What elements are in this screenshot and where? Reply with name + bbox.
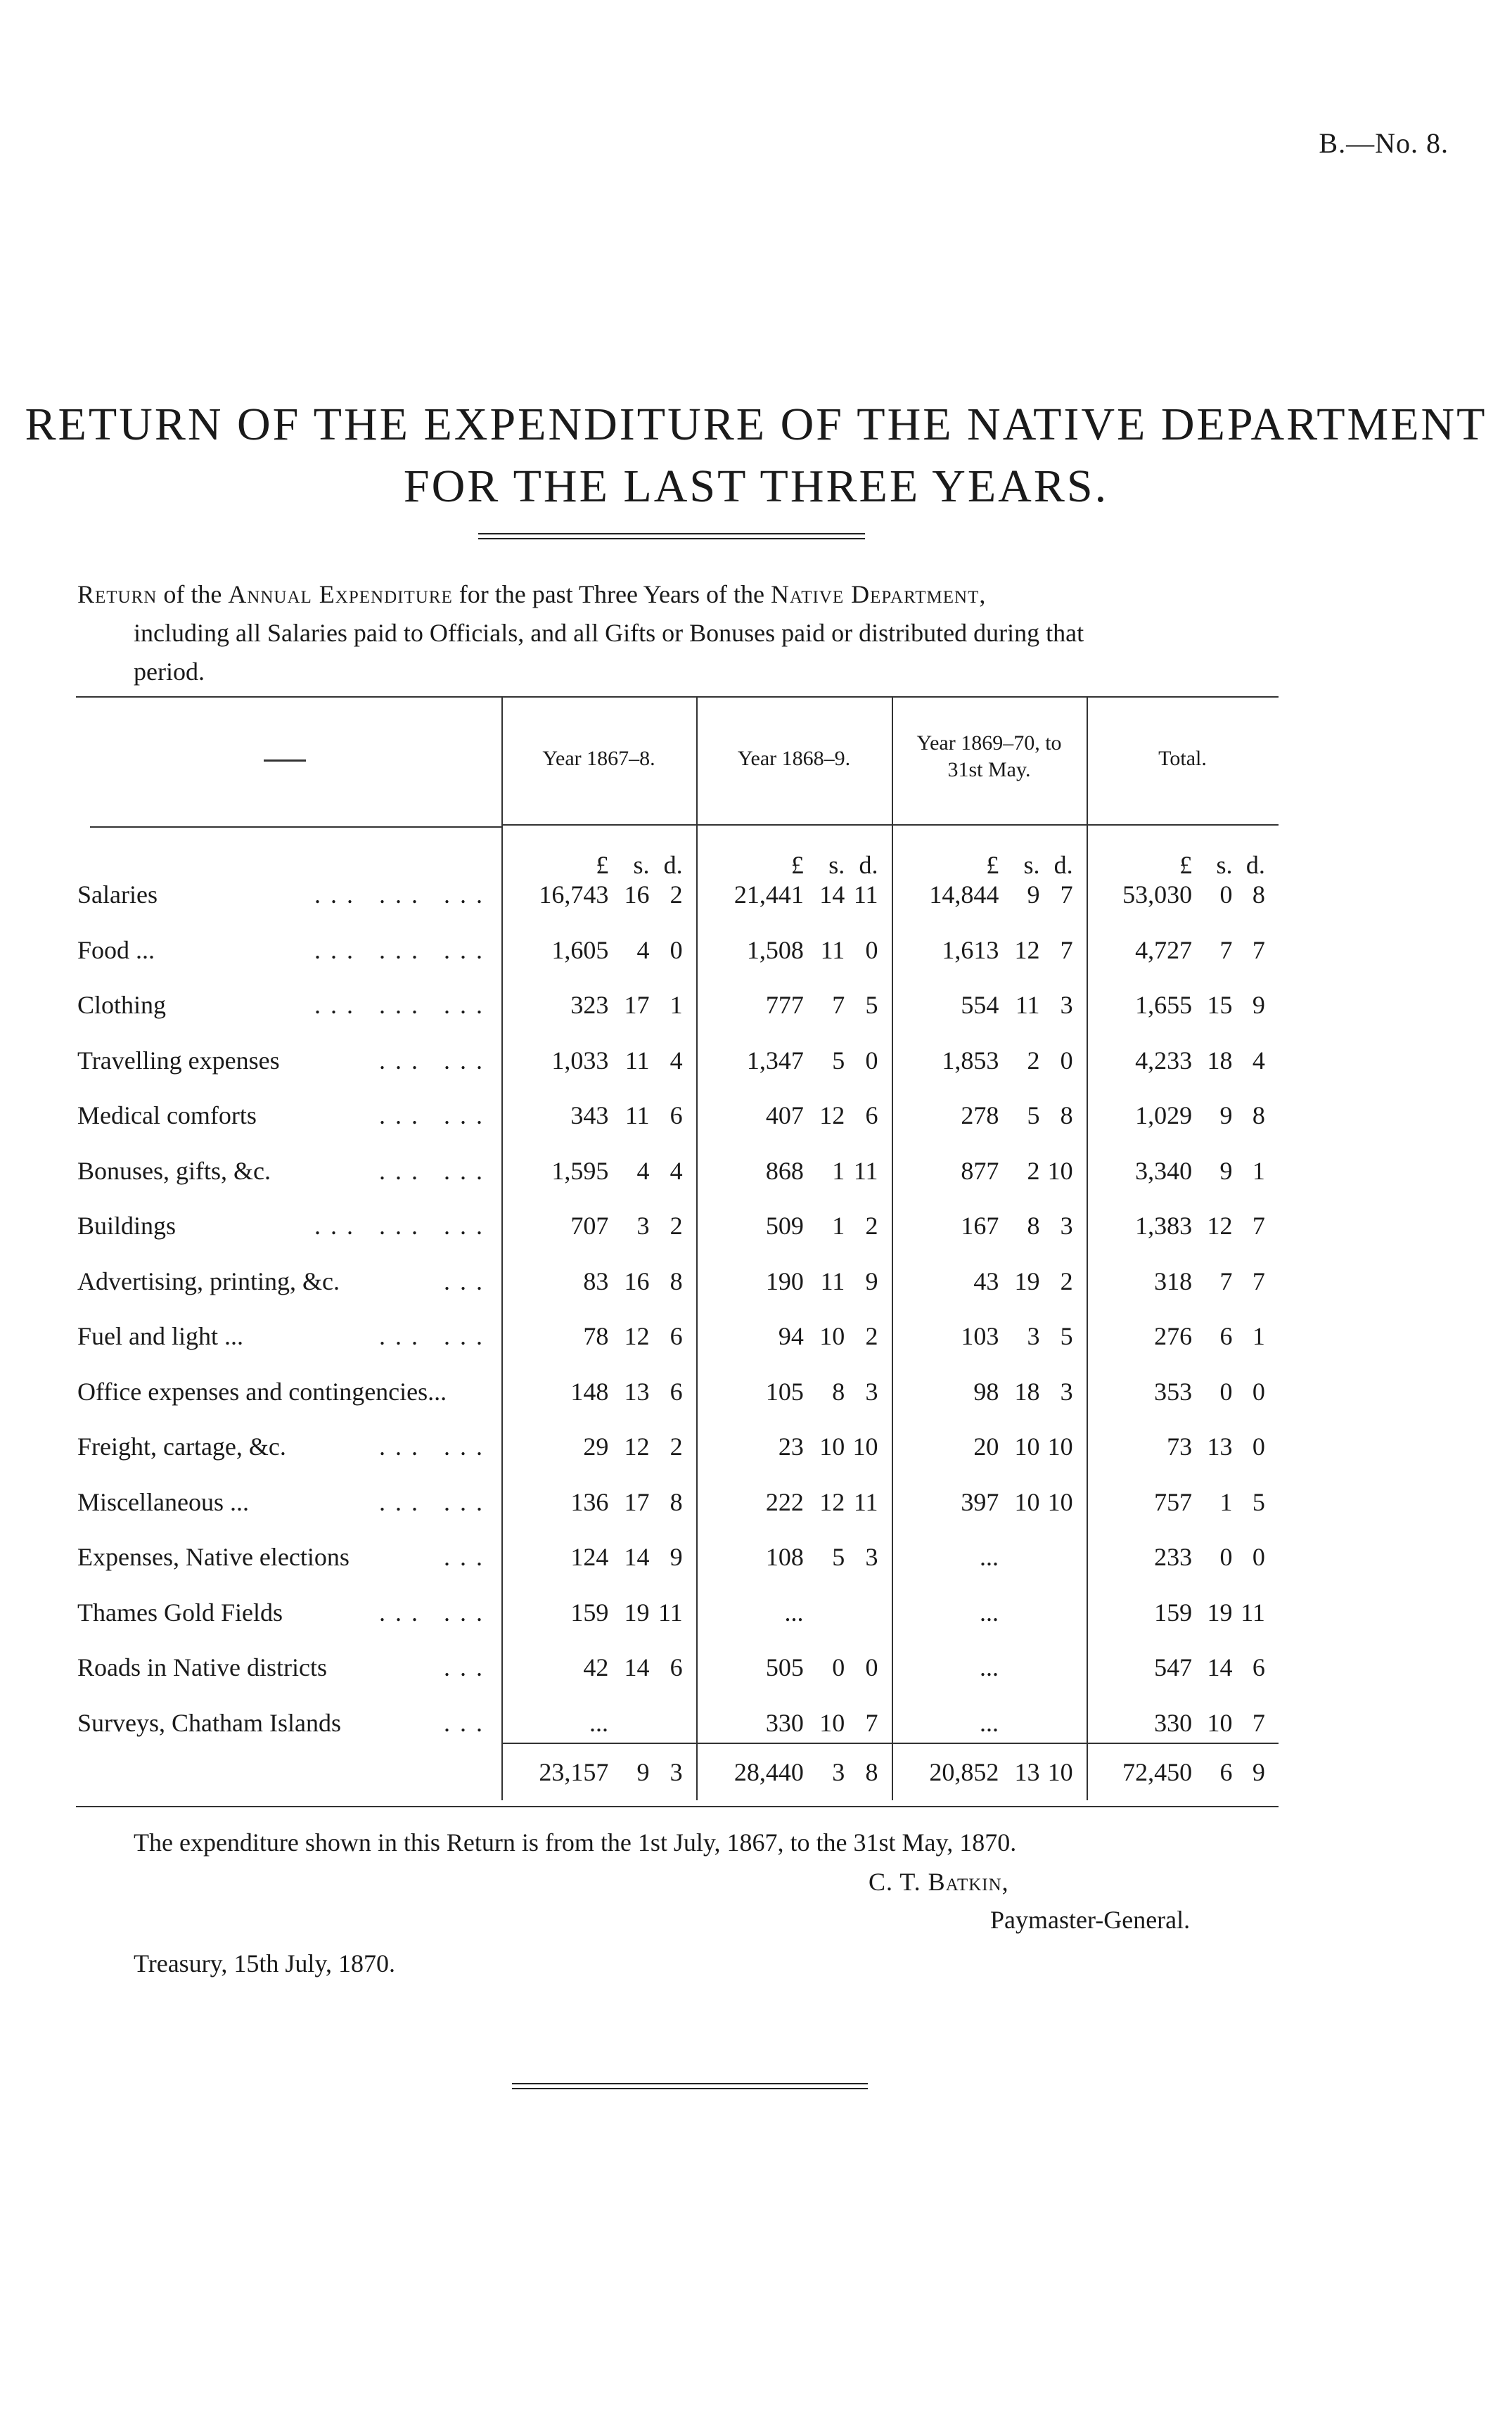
shillings-value: 3 <box>1027 1322 1040 1350</box>
pence-value: 5 <box>865 991 878 1019</box>
pence-value: 0 <box>1252 1543 1265 1571</box>
row-label: Bonuses, gifts, &c. <box>77 1156 271 1185</box>
shillings-value: 9 <box>1219 1156 1233 1185</box>
pence-value: 4 <box>669 1046 683 1075</box>
pence-value: 2 <box>669 1212 683 1240</box>
pounds-value: 14,844 <box>929 880 999 909</box>
pence-value: 0 <box>865 1046 878 1075</box>
pence-value: 0 <box>865 1653 878 1681</box>
shillings-value: 19 <box>624 1598 650 1627</box>
pounds-value: 20 <box>973 1432 999 1461</box>
pence-value: 3 <box>1060 1212 1073 1240</box>
shillings-value: 13 <box>624 1377 650 1406</box>
pence-value: 8 <box>1252 1101 1265 1129</box>
pounds-value: 3,340 <box>1135 1156 1193 1185</box>
shillings-value: 11 <box>624 1101 650 1129</box>
total-pence: 8 <box>865 1758 878 1786</box>
pounds-value: 877 <box>961 1156 999 1185</box>
pence-value: 10 <box>1047 1432 1073 1461</box>
pence-value: 3 <box>1060 1377 1073 1406</box>
pence-value: 2 <box>1060 1267 1073 1295</box>
pence-value: 7 <box>1252 1708 1265 1737</box>
pence-value: 1 <box>1252 1322 1265 1350</box>
pounds-value: 124 <box>570 1543 609 1571</box>
pence-value: 0 <box>1252 1377 1265 1406</box>
total-rule <box>501 1743 1279 1744</box>
shillings-value: 10 <box>1207 1708 1233 1737</box>
shillings-value: 15 <box>1207 991 1233 1019</box>
pounds-value: 233 <box>1154 1543 1193 1571</box>
pence-value: 11 <box>853 1487 878 1516</box>
intro-line-2: including all Salaries paid to Officials, and all Gifts or Bonuses paid or distributed during that <box>134 619 1084 647</box>
intro-paragraph <box>77 575 1287 691</box>
pounds-value: 868 <box>765 1156 804 1185</box>
shillings-value: 19 <box>1014 1267 1040 1295</box>
pounds-value: 53,030 <box>1122 880 1193 909</box>
row-label: Clothing <box>77 991 167 1019</box>
pounds-value: 1,029 <box>1135 1101 1193 1129</box>
row-label: Miscellaneous ... <box>77 1487 249 1516</box>
shillings-value: 18 <box>1014 1377 1040 1406</box>
pounds-value: 21,441 <box>733 880 804 909</box>
pence-value: 8 <box>669 1487 683 1516</box>
pence-value: 7 <box>1252 1212 1265 1240</box>
shillings-value: 12 <box>624 1322 650 1350</box>
table-vline-1 <box>501 696 503 1800</box>
shillings-value: 0 <box>1219 1543 1233 1571</box>
shillings-value: 13 <box>1207 1432 1233 1461</box>
document-title <box>0 394 1512 518</box>
shillings-value: 8 <box>1027 1212 1040 1240</box>
table-bottom-rule <box>76 1806 1279 1807</box>
pounds-value: 43 <box>973 1267 999 1295</box>
table-vline-3 <box>892 696 893 1800</box>
shillings-value: 9 <box>1027 880 1040 909</box>
row-label: Salaries <box>77 880 158 909</box>
leader-dots: ... ... <box>379 1487 492 1516</box>
shillings-value: 12 <box>819 1101 845 1129</box>
total-pounds: 20,852 <box>929 1758 999 1786</box>
shillings-value: 1 <box>1219 1487 1233 1516</box>
pence-value: 0 <box>1252 1432 1265 1461</box>
shillings-value: 0 <box>832 1653 845 1681</box>
shillings-value: 11 <box>1015 991 1040 1019</box>
pounds-value: 83 <box>583 1267 609 1295</box>
pounds-value: 353 <box>1154 1377 1193 1406</box>
empty-cell-dots: ... <box>589 1708 608 1737</box>
leader-dots: ... <box>444 1267 492 1295</box>
shillings-value: 10 <box>819 1322 845 1350</box>
shillings-value: 14 <box>624 1653 650 1681</box>
total-pounds: 23,157 <box>539 1758 609 1786</box>
pence-value: 2 <box>669 880 683 909</box>
pounds-value: 777 <box>765 991 804 1019</box>
row-label: Office expenses and contingencies... <box>77 1377 447 1406</box>
place-and-date: Treasury, 15th July, 1870. <box>134 1949 396 1977</box>
shillings-value: 18 <box>1207 1046 1233 1075</box>
pence-value: 2 <box>865 1212 878 1240</box>
pence-value: 7 <box>865 1708 878 1737</box>
title-line-1: RETURN OF THE EXPENDITURE OF THE NATIVE DEPARTMENT <box>25 399 1487 450</box>
leader-dots: ... ... <box>379 1432 492 1461</box>
shillings-value: 10 <box>1014 1487 1040 1516</box>
total-pence: 10 <box>1047 1758 1073 1786</box>
pence-value: 9 <box>1252 991 1265 1019</box>
row-label: Surveys, Chatham Islands <box>77 1708 341 1737</box>
pounds-value: 757 <box>1154 1487 1193 1516</box>
pence-value: 4 <box>1252 1046 1265 1075</box>
pence-value: 6 <box>669 1322 683 1350</box>
shillings-value: 10 <box>1014 1432 1040 1461</box>
pounds-value: 276 <box>1154 1322 1193 1350</box>
pounds-value: 16,743 <box>539 880 609 909</box>
pounds-value: 330 <box>1154 1708 1193 1737</box>
pence-value: 8 <box>1060 1101 1073 1129</box>
shillings-value: 0 <box>1219 1377 1233 1406</box>
total-shillings: 9 <box>636 1758 650 1786</box>
shillings-value: 5 <box>1027 1101 1040 1129</box>
pence-value: 3 <box>865 1543 878 1571</box>
shillings-value: 14 <box>1207 1653 1233 1681</box>
pounds-value: 554 <box>961 991 999 1019</box>
shillings-value: 6 <box>1219 1322 1233 1350</box>
signature-title: Paymaster-General. <box>990 1906 1191 1934</box>
empty-cell-dots: ... <box>980 1598 999 1627</box>
title-rule <box>478 533 865 539</box>
row-label: Travelling expenses <box>77 1046 280 1075</box>
pounds-value: 1,605 <box>551 935 609 964</box>
shillings-value: 2 <box>1027 1156 1040 1185</box>
leader-dots: ... ... <box>379 1046 492 1075</box>
total-shillings: 13 <box>1014 1758 1040 1786</box>
pounds-value: 343 <box>570 1101 609 1129</box>
total-pounds: 72,450 <box>1122 1758 1193 1786</box>
pounds-value: 505 <box>765 1653 804 1681</box>
pence-value: 4 <box>669 1156 683 1185</box>
pence-value: 0 <box>669 935 683 964</box>
shillings-value: 12 <box>624 1432 650 1461</box>
pence-value: 9 <box>669 1543 683 1571</box>
unit-pence: d. <box>1053 851 1073 879</box>
pounds-value: 547 <box>1154 1653 1193 1681</box>
shillings-value: 17 <box>624 991 650 1019</box>
pence-value: 6 <box>1252 1653 1265 1681</box>
row-label: Freight, cartage, &c. <box>77 1432 286 1461</box>
row-label: Thames Gold Fields <box>77 1598 283 1627</box>
closing-rule <box>512 2083 868 2089</box>
pence-value: 11 <box>1241 1598 1265 1627</box>
row-label: Buildings <box>77 1212 177 1240</box>
pounds-value: 318 <box>1154 1267 1193 1295</box>
pence-value: 7 <box>1252 935 1265 964</box>
signature-name: C. T. Batkin, <box>869 1868 1009 1896</box>
unit-shillings: s. <box>828 851 845 879</box>
pounds-value: 1,033 <box>551 1046 609 1075</box>
row-label: Advertising, printing, &c. <box>77 1267 340 1295</box>
shillings-value: 11 <box>624 1046 650 1075</box>
pounds-value: 509 <box>765 1212 804 1240</box>
row-label: Expenses, Native elections <box>77 1543 350 1571</box>
leader-dots: ... ... ... <box>314 1212 492 1240</box>
pounds-value: 42 <box>583 1653 609 1681</box>
pounds-value: 1,508 <box>746 935 804 964</box>
shillings-value: 7 <box>1219 935 1233 964</box>
unit-pounds: £ <box>790 851 804 879</box>
unit-pence: d. <box>1245 851 1265 879</box>
leader-dots: ... ... ... <box>314 991 492 1019</box>
shillings-value: 12 <box>819 1487 845 1516</box>
pounds-value: 73 <box>1167 1432 1193 1461</box>
pounds-value: 1,347 <box>746 1046 804 1075</box>
leader-dots: ... ... <box>379 1156 492 1185</box>
pounds-value: 330 <box>765 1708 804 1737</box>
shillings-value: 19 <box>1207 1598 1233 1627</box>
pounds-value: 98 <box>973 1377 999 1406</box>
pounds-value: 167 <box>961 1212 999 1240</box>
pence-value: 6 <box>669 1653 683 1681</box>
unit-pounds: £ <box>986 851 999 879</box>
shillings-value: 5 <box>832 1543 845 1571</box>
row-label: Fuel and light ... <box>77 1322 243 1350</box>
title-line-2: FOR THE LAST THREE YEARS. <box>403 461 1109 512</box>
pence-value: 10 <box>1047 1487 1073 1516</box>
unit-shillings: s. <box>633 851 650 879</box>
column-header: Year 1867–8. <box>542 747 655 770</box>
total-pounds: 28,440 <box>733 1758 804 1786</box>
pounds-value: 29 <box>583 1432 609 1461</box>
pence-value: 3 <box>1060 991 1073 1019</box>
pence-value: 11 <box>658 1598 683 1627</box>
pounds-value: 323 <box>570 991 609 1019</box>
pounds-value: 1,383 <box>1135 1212 1193 1240</box>
shillings-value: 12 <box>1207 1212 1233 1240</box>
pence-value: 2 <box>865 1322 878 1350</box>
column-header: Year 1868–9. <box>737 747 851 770</box>
table-vline-4 <box>1087 696 1088 1800</box>
total-pence: 9 <box>1252 1758 1265 1786</box>
pence-value: 0 <box>865 935 878 964</box>
leader-dots: ... <box>444 1653 492 1681</box>
shillings-value: 16 <box>624 1267 650 1295</box>
intro-line-1: Return of the Annual Expenditure for the past Three Years of the Native Department, <box>77 580 986 608</box>
pence-value: 6 <box>669 1377 683 1406</box>
leader-dots: ... ... <box>379 1598 492 1627</box>
leader-dots: ... ... ... <box>314 880 492 909</box>
table-top-rule <box>76 696 1279 698</box>
leader-dots: ... ... <box>379 1322 492 1350</box>
unit-shillings: s. <box>1023 851 1040 879</box>
pounds-value: 103 <box>961 1322 999 1350</box>
shillings-value: 12 <box>1014 935 1040 964</box>
row-label: Roads in Native districts <box>77 1653 327 1681</box>
shillings-value: 10 <box>819 1432 845 1461</box>
leader-dots: ... <box>444 1708 492 1737</box>
pounds-value: 1,655 <box>1135 991 1193 1019</box>
pounds-value: 78 <box>583 1322 609 1350</box>
leader-dots: ... ... <box>379 1101 492 1129</box>
pence-value: 5 <box>1060 1322 1073 1350</box>
shillings-value: 8 <box>832 1377 845 1406</box>
unit-pounds: £ <box>1179 851 1193 879</box>
pounds-value: 1,613 <box>942 935 999 964</box>
unit-shillings: s. <box>1216 851 1233 879</box>
intro-line-3: period. <box>134 658 205 686</box>
total-shillings: 6 <box>1219 1758 1233 1786</box>
pence-value: 11 <box>853 1156 878 1185</box>
pounds-value: 278 <box>961 1101 999 1129</box>
shillings-value: 14 <box>624 1543 650 1571</box>
pence-value: 6 <box>865 1101 878 1129</box>
shillings-value: 2 <box>1027 1046 1040 1075</box>
total-pence: 3 <box>669 1758 683 1786</box>
pounds-value: 23 <box>778 1432 804 1461</box>
pounds-value: 159 <box>1154 1598 1193 1627</box>
shillings-value: 9 <box>1219 1101 1233 1129</box>
shillings-value: 10 <box>819 1708 845 1737</box>
unit-pence: d. <box>663 851 683 879</box>
empty-cell-dots: ... <box>980 1543 999 1571</box>
shillings-value: 5 <box>832 1046 845 1075</box>
header-label-rule <box>90 826 501 828</box>
shillings-value: 4 <box>636 935 650 964</box>
pounds-value: 136 <box>570 1487 609 1516</box>
pounds-value: 407 <box>765 1101 804 1129</box>
pounds-value: 108 <box>765 1543 804 1571</box>
pence-value: 1 <box>669 991 683 1019</box>
pounds-value: 159 <box>570 1598 609 1627</box>
stub-header-dash <box>264 759 306 762</box>
pence-value: 8 <box>669 1267 683 1295</box>
shillings-value: 17 <box>624 1487 650 1516</box>
shillings-value: 11 <box>820 935 845 964</box>
document-reference: B.—No. 8. <box>1319 127 1449 159</box>
table-vline-2 <box>696 696 698 1800</box>
pounds-value: 397 <box>961 1487 999 1516</box>
empty-cell-dots: ... <box>980 1653 999 1681</box>
pounds-value: 4,233 <box>1135 1046 1193 1075</box>
shillings-value: 16 <box>624 880 650 909</box>
pence-value: 10 <box>852 1432 878 1461</box>
unit-pence: d. <box>859 851 878 879</box>
shillings-value: 1 <box>832 1212 845 1240</box>
pounds-value: 1,853 <box>942 1046 999 1075</box>
column-header: Year 1869–70, to 31st May. <box>916 731 1062 781</box>
pence-value: 6 <box>669 1101 683 1129</box>
shillings-value: 11 <box>820 1267 845 1295</box>
shillings-value: 3 <box>636 1212 650 1240</box>
pence-value: 5 <box>1252 1487 1265 1516</box>
footer-note: The expenditure shown in this Return is from the 1st July, 1867, to the 31st May, 1870. <box>134 1828 1017 1857</box>
shillings-value: 14 <box>819 880 845 909</box>
column-header: Total. <box>1158 747 1207 770</box>
pounds-value: 105 <box>765 1377 804 1406</box>
leader-dots: ... <box>444 1543 492 1571</box>
pounds-value: 1,595 <box>551 1156 609 1185</box>
pounds-value: 190 <box>765 1267 804 1295</box>
shillings-value: 7 <box>1219 1267 1233 1295</box>
pence-value: 0 <box>1060 1046 1073 1075</box>
pounds-value: 148 <box>570 1377 609 1406</box>
pence-value: 9 <box>865 1267 878 1295</box>
header-values-rule <box>501 824 1279 826</box>
pence-value: 3 <box>865 1377 878 1406</box>
shillings-value: 7 <box>832 991 845 1019</box>
pence-value: 7 <box>1060 935 1073 964</box>
empty-cell-dots: ... <box>980 1708 999 1737</box>
pence-value: 7 <box>1252 1267 1265 1295</box>
pence-value: 10 <box>1047 1156 1073 1185</box>
pounds-value: 707 <box>570 1212 609 1240</box>
row-label: Medical comforts <box>77 1101 257 1129</box>
pounds-value: 94 <box>778 1322 804 1350</box>
total-shillings: 3 <box>832 1758 845 1786</box>
pounds-value: 4,727 <box>1135 935 1193 964</box>
pence-value: 2 <box>669 1432 683 1461</box>
empty-cell-dots: ... <box>784 1598 804 1627</box>
shillings-value: 1 <box>832 1156 845 1185</box>
pence-value: 1 <box>1252 1156 1265 1185</box>
shillings-value: 0 <box>1219 880 1233 909</box>
pounds-value: 222 <box>765 1487 804 1516</box>
pence-value: 7 <box>1060 880 1073 909</box>
unit-pounds: £ <box>596 851 609 879</box>
pence-value: 8 <box>1252 880 1265 909</box>
row-label: Food ... <box>77 935 155 964</box>
shillings-value: 4 <box>636 1156 650 1185</box>
pence-value: 11 <box>853 880 878 909</box>
leader-dots: ... ... ... <box>314 935 492 964</box>
